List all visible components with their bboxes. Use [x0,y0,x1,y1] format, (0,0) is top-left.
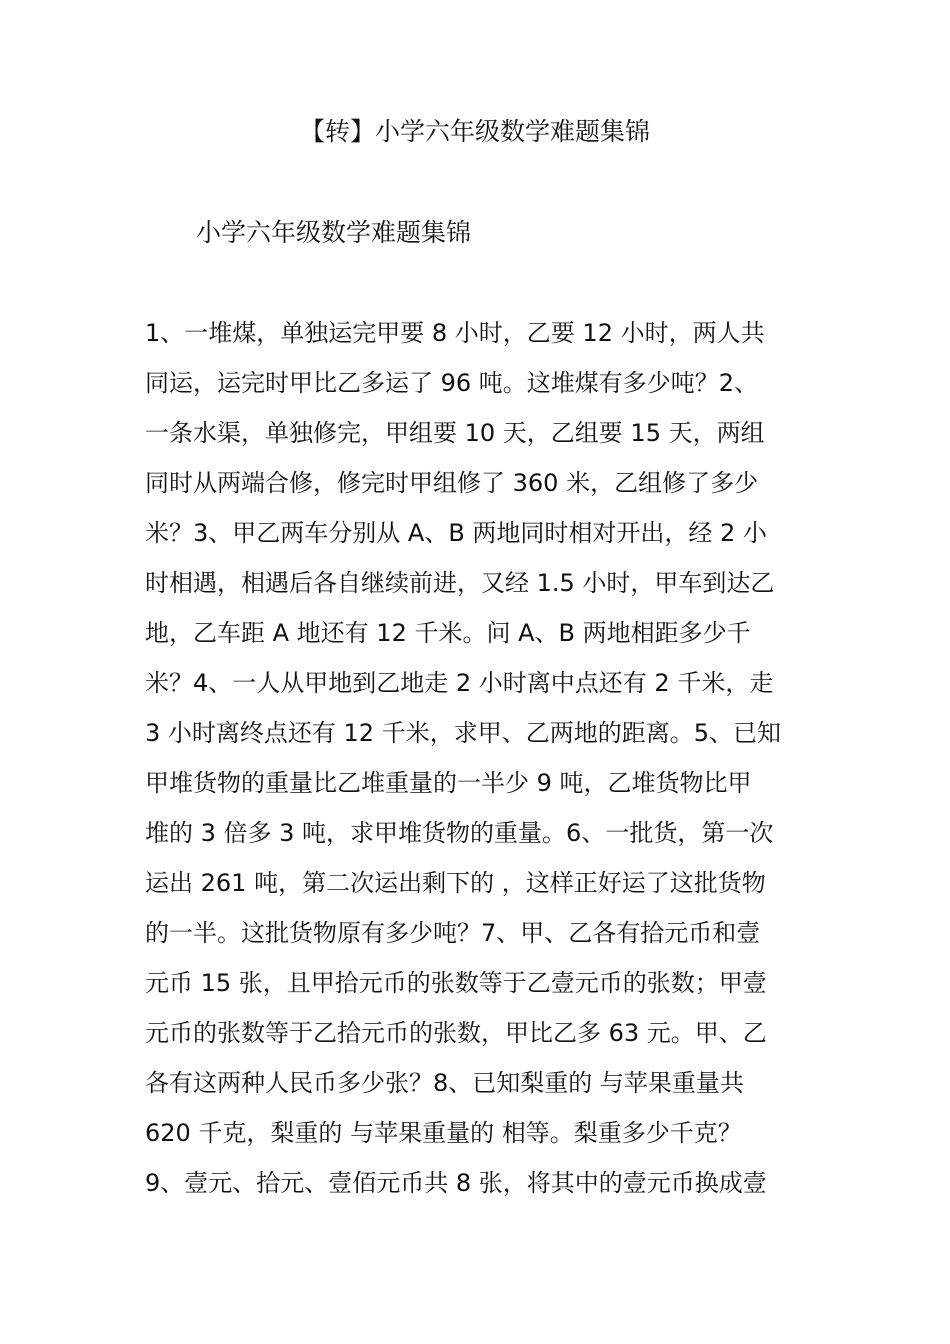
body-line: 时相遇，相遇后各自继续前进，又经 1.5 小时，甲车到达乙 [145,569,775,597]
body-line: 元币的张数等于乙拾元币的张数，甲比乙多 63 元。甲、乙 [145,1019,767,1047]
document-body [145,313,825,1213]
body-line: 运出 261 吨，第二次运出剩下的 ，这样正好运了这批货物 [145,869,766,897]
body-line: 米？3、甲乙两车分别从 A、B 两地同时相对开出，经 2 小 [145,519,767,547]
body-line: 同运，运完时甲比乙多运了 96 吨。这堆煤有多少吨？2、 [145,369,759,397]
document-subtitle: 小学六年级数学难题集锦 [196,218,472,247]
body-line: 3 小时离终点还有 12 千米，求甲、乙两地的距离。5、已知 [145,719,781,747]
body-line: 一条水渠，单独修完，甲组要 10 天，乙组要 15 天，两组 [145,419,765,447]
body-line: 同时从两端合修，修完时甲组修了 360 米，乙组修了多少 [145,469,759,497]
body-line: 米？4、一人从甲地到乙地走 2 小时离中点还有 2 千米，走 [145,669,774,697]
body-line: 9、壹元、拾元、壹佰元币共 8 张，将其中的壹元币换成壹 [145,1169,767,1197]
body-line: 堆的 3 倍多 3 吨，求甲堆货物的重量。6、一批货，第一次 [145,819,774,847]
body-line: 620 千克，梨重的 与苹果重量的 相等。梨重多少千克？ [145,1119,742,1147]
body-line: 元币 15 张，且甲拾元币的张数等于乙壹元币的张数；甲壹 [145,969,767,997]
body-line: 地，乙车距 A 地还有 12 千米。问 A、B 两地相距多少千 [145,619,751,647]
body-line: 的一半。这批货物原有多少吨？7、甲、乙各有拾元币和壹 [145,919,761,947]
document-title: 【转】小学六年级数学难题集锦 [299,117,650,146]
body-line: 1、一堆煤，单独运完甲要 8 小时，乙要 12 小时，两人共 [145,319,765,347]
body-line: 甲堆货物的重量比乙堆重量的一半少 9 吨，乙堆货物比甲 [145,769,752,797]
body-line: 各有这两种人民币多少张？8、已知梨重的 与苹果重量共 [145,1069,744,1097]
